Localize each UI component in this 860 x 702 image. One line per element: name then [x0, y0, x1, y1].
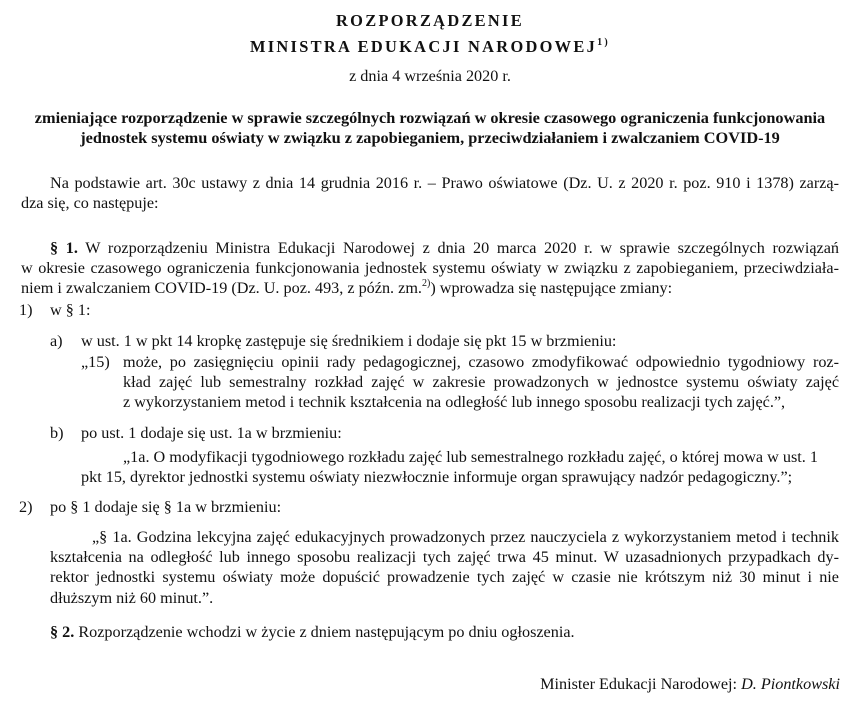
- quote-15-line-1: może, po zasięgnięciu opinii rady pedagogicznej, czasowo zmodyfikować odpowiednio tygodniowy roz-: [123, 353, 839, 371]
- par2: [50, 622, 575, 642]
- issuing-authority-text: MINISTRA EDUKACJI NARODOWEJ: [249, 37, 598, 56]
- item-2-number: 2): [19, 498, 33, 516]
- par2-text: Rozporządzenie wchodzi w życie z dniem następującym po dniu ogłoszenia.: [78, 623, 575, 641]
- quote-15-number: „15): [81, 353, 110, 371]
- quote-1a-line-1: „1a. O modyfikacji tygodniowego rozkładu zajęć lub semestralnego rozkładu zajęć, o której mowa w ust. 1: [123, 448, 818, 466]
- quote-1a-line-2: pkt 15, dyrektor jednostki systemu oświaty niezwłocznie informuje organ sprawujący nadzór pedagogiczny.”;: [81, 468, 793, 486]
- subitem-b-letter: b): [50, 424, 64, 442]
- par1-label: § 1.: [50, 239, 78, 257]
- quote-par1a-line-4: dłuższym niż 60 minut.”.: [50, 589, 214, 607]
- par1-line-3a: niem i zwalczaniem COVID-19 (Dz. U. poz. 493, z późn. zm.: [21, 279, 422, 297]
- footnote-ref-2[interactable]: 2): [421, 278, 431, 289]
- par1-line-2: w okresie czasowego ograniczenia funkcjonowania jednostek systemu oświaty w związku z zapobieganiem, przeciwdziała-: [21, 259, 839, 277]
- quote-par1a-line-1: „§ 1a. Godzina lekcyjna zajęć edukacyjnych prowadzonych przez nauczyciela z wykorzystaniem metod i technik: [92, 528, 839, 546]
- subitem-b-text: po ust. 1 dodaje się ust. 1a w brzmieniu:: [81, 424, 342, 442]
- par1-line-1-text: W rozporządzeniu Ministra Edukacji Narodowej z dnia 20 marca 2020 r. w sprawie szczególnych rozwiązań: [85, 239, 839, 257]
- preamble-line-1: Na podstawie art. 30c ustawy z dnia 14 grudnia 2016 r. – Prawo oświatowe (Dz. U. z 2020 r. poz. 910 i 1378) zarzą-: [50, 174, 839, 192]
- quote-15-line-3: z wykorzystaniem metod i technik kształcenia na odległość lub innego sposobu realizacji tych zajęć.”,: [123, 393, 786, 411]
- document-title: ROZPORZĄDZENIE: [336, 11, 524, 30]
- item-2-text: po § 1 dodaje się § 1a w brzmieniu:: [50, 498, 282, 516]
- subject-line-2: jednostek systemu oświaty w związku z zapobieganiem, przeciwdziałaniem i zwalczaniem COVID-19: [80, 128, 780, 147]
- quote-par1a-line-3: rektor jednostki systemu oświaty może dopuścić prowadzenie tych zajęć w czasie nie krótszym niż 30 minut i nie: [50, 568, 839, 586]
- quote-par1a-line-2: kształcenia na odległość lub innego sposobu realizacji tych zajęć trwa 45 minut. W uzasadnionych przypadkach dy-: [50, 548, 839, 566]
- par1-line-3b: ) wprowadza się następujące zmiany:: [430, 279, 673, 297]
- subitem-a-letter: a): [50, 332, 63, 350]
- footnote-ref-1[interactable]: 1): [597, 37, 611, 48]
- subitem-a-text: w ust. 1 w pkt 14 kropkę zastępuje się średnikiem i dodaje się pkt 15 w brzmieniu:: [81, 332, 617, 350]
- signature-role: Minister Edukacji Narodowej:: [540, 675, 738, 693]
- preamble-line-2: dza się, co następuje:: [21, 194, 159, 212]
- subject-line-1: zmieniające rozporządzenie w sprawie szczególnych rozwiązań w okresie czasowego ograniczenia funkcjonowania: [34, 108, 826, 127]
- quote-15-line-2: kład zajęć lub semestralny rozkład zajęć w zakresie prowadzonych w jednostce systemu oświaty zajęć: [123, 373, 839, 391]
- issuing-authority: [0, 37, 860, 57]
- document-date: z dnia 4 września 2020 r.: [349, 67, 511, 85]
- par1-line-3: [21, 278, 672, 298]
- item-1-text: w § 1:: [50, 301, 91, 319]
- item-1-number: 1): [19, 301, 33, 319]
- par2-label: § 2.: [50, 623, 75, 641]
- signature-name: D. Piontkowski: [741, 675, 840, 693]
- signature: [540, 674, 840, 694]
- par1-line-1: [50, 238, 839, 258]
